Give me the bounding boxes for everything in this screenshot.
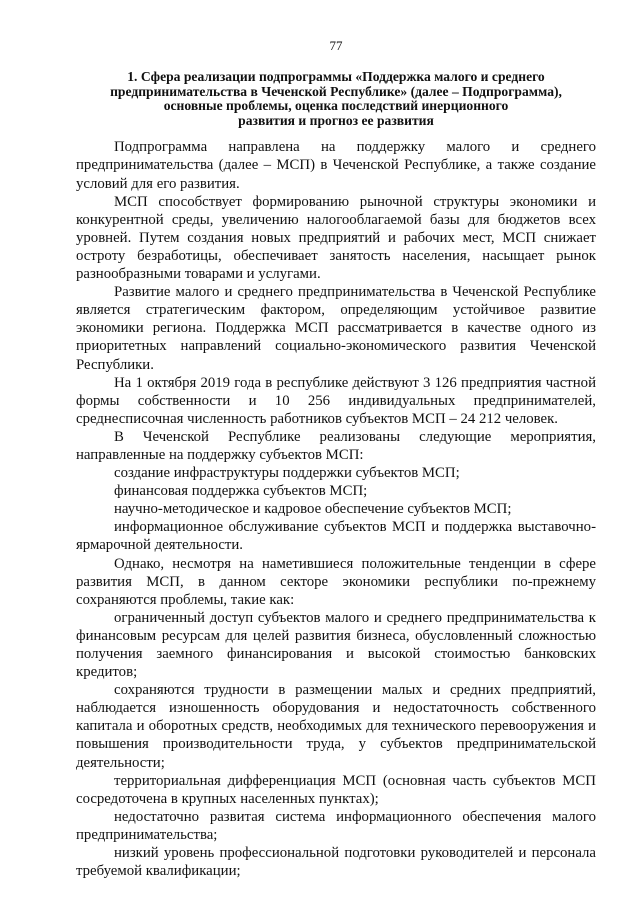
list-item-problem: ограниченный доступ субъектов малого и среднего предпринимательства к финансовым ресурсам для целей развития бизнеса, обусловленный сложностью получения заемного финансирования и высокой стоимостью банковских кредитов; [76, 609, 596, 681]
paragraph-problems-intro: Однако, несмотря на наметившиеся положительные тенденции в сфере развития МСП, в данном секторе экономики республики по-прежнему сохраняются проблемы, такие как: [76, 555, 596, 608]
document-body [76, 138, 596, 880]
heading-line: развития и прогноз ее развития [238, 112, 434, 128]
paragraph-statistics: На 1 октября 2019 года в республике действуют 3 126 предприятия частной формы собственности и 10 256 индивидуальных предпринимателей, среднесписочная численность работников субъектов МСП – 24 212 человек. [76, 374, 596, 427]
list-item-problem: низкий уровень профессиональной подготовки руководителей и персонала требуемой квалификации; [76, 845, 596, 880]
section-heading [76, 70, 596, 128]
heading-line: 1. Сфера реализации подпрограммы «Поддержка малого и среднего [127, 69, 545, 84]
list-item-problem: недостаточно развитая система информационного обеспечения малого предпринимательства; [76, 808, 596, 843]
list-item-measure: создание инфраструктуры поддержки субъектов МСП; [114, 465, 460, 482]
page-number: 77 [329, 38, 343, 53]
list-item-measure: финансовая поддержка субъектов МСП; [114, 483, 368, 500]
paragraph-measures-intro: В Чеченской Республике реализованы следующие мероприятия, направленные на поддержку субъектов МСП: [76, 428, 596, 463]
document-page [76, 0, 596, 880]
list-item-problem: территориальная дифференциация МСП (основная часть субъектов МСП сосредоточена в крупных населенных пунктах); [76, 772, 596, 807]
paragraph-msp-role: МСП способствует формированию рыночной структуры экономики и конкурентной среды, увеличению налогооблагаемой базы для бюджетов всех уровней. Путем создания новых предприятий и рабочих мест, МСП снижает остроту безработицы, обеспечивает занятость населения, насыщает рынок разнообразными товарами и услугами. [76, 193, 596, 283]
list-item-measure: информационное обслуживание субъектов МСП и поддержка выставочно-ярмарочной деятельности. [76, 519, 596, 554]
paragraph-intro: Подпрограмма направлена на поддержку малого и среднего предпринимательства (далее – МСП) в Чеченской Республике, а также создание условий для его развития. [76, 139, 596, 192]
heading-line: основные проблемы, оценка последствий инерционного [163, 98, 509, 114]
list-item-problem: сохраняются трудности в размещении малых и средних предприятий, наблюдается изношенность оборудования и недостаточность собственного капитала и оборотных средств, необходимых для технического перевооружения и повышения производительности труда, у субъектов предпринимательской деятельности; [76, 682, 596, 771]
paragraph-strategic-factor: Развитие малого и среднего предпринимательства в Чеченской Республике является стратегическим фактором, определяющим устойчивое развитие экономики региона. Поддержка МСП рассматривается в качестве одного из приоритетных направлений социально-экономического развития Чеченской Республики. [76, 284, 596, 373]
heading-line: предпринимательства в Чеченской Республике» (далее – Подпрограмма), [110, 83, 562, 99]
list-item-measure: научно-методическое и кадровое обеспечение субъектов МСП; [114, 501, 512, 518]
